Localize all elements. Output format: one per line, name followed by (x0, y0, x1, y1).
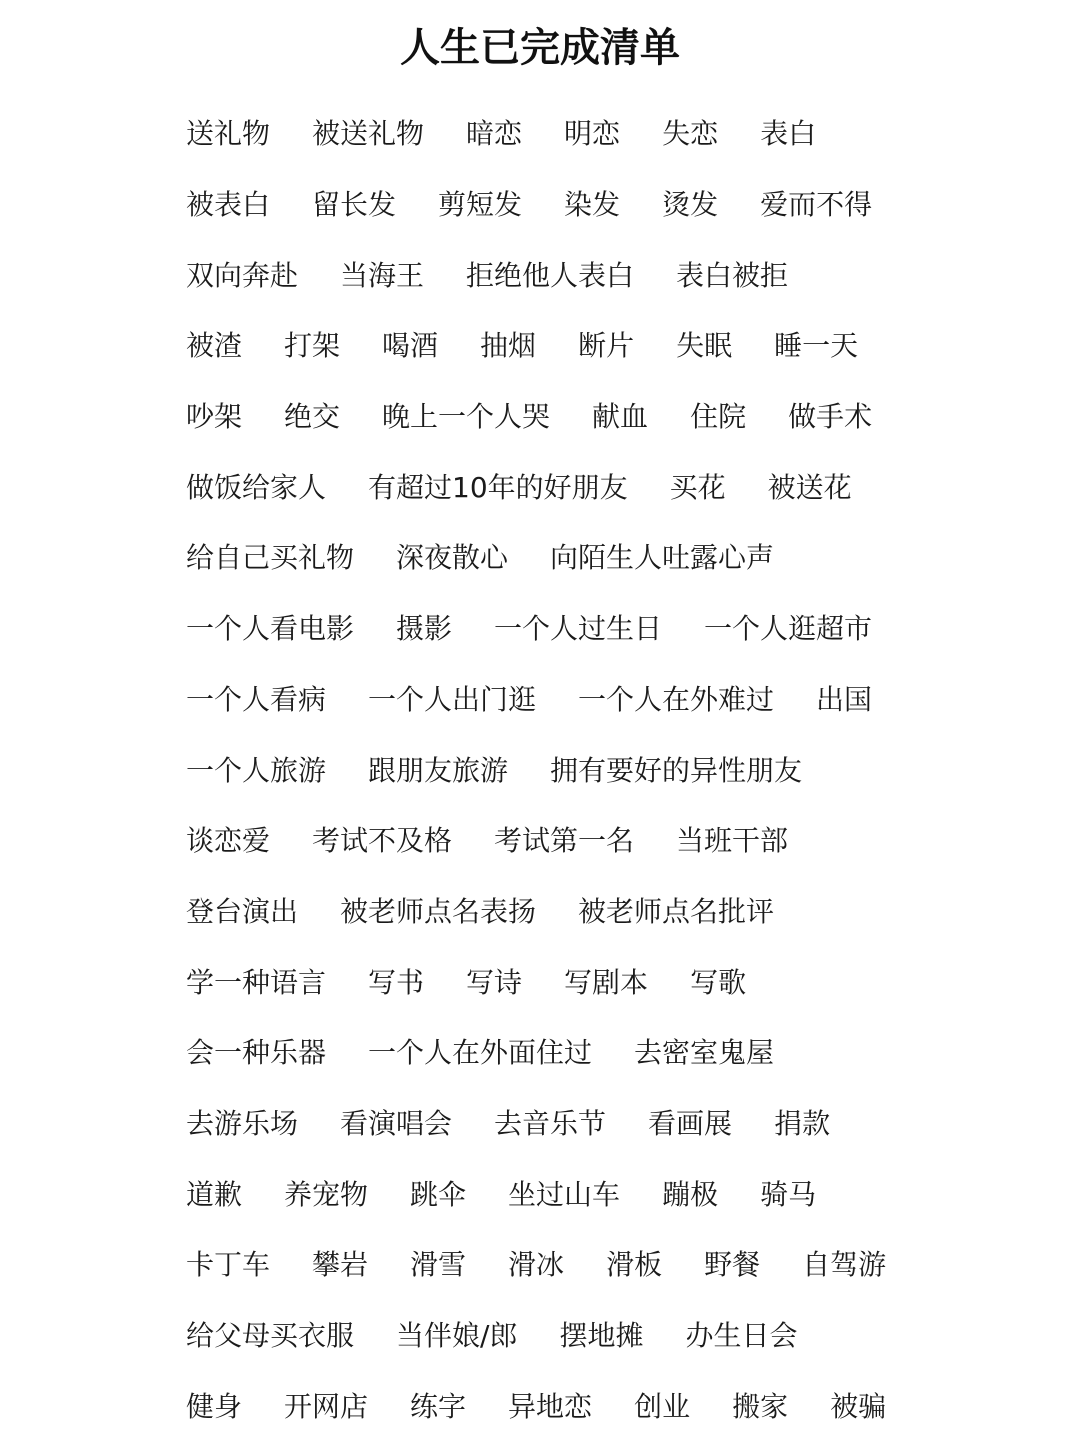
checklist-item: 跟朋友旅游 (368, 753, 509, 787)
checklist-item: 摄影 (396, 612, 453, 646)
page-title: 人生已完成清单 (400, 25, 680, 71)
checklist-row (186, 665, 1066, 736)
checklist-row (186, 594, 1066, 665)
checklist-row (186, 170, 1066, 241)
checklist-item: 搬家 (732, 1389, 789, 1423)
checklist-item: 献血 (592, 400, 649, 434)
checklist-item: 谈恋爱 (186, 824, 271, 858)
checklist-item: 考试不及格 (312, 824, 453, 858)
checklist-item: 写歌 (690, 965, 747, 999)
checklist-item: 留长发 (312, 188, 397, 222)
checklist-item: 道歉 (186, 1177, 243, 1211)
checklist-row (186, 311, 1066, 382)
checklist-item: 捐款 (774, 1106, 831, 1140)
checklist-row (186, 1018, 1066, 1089)
checklist-item: 剪短发 (438, 188, 523, 222)
checklist-row (186, 523, 1066, 594)
checklist-item: 滑冰 (508, 1248, 565, 1282)
checklist-item: 被送礼物 (312, 117, 425, 151)
checklist-item: 蹦极 (662, 1177, 719, 1211)
checklist-item: 表白被拒 (676, 258, 789, 292)
checklist-row (186, 1159, 1066, 1230)
checklist-row (186, 806, 1066, 877)
checklist-item: 学一种语言 (186, 965, 327, 999)
checklist-item: 一个人看电影 (186, 612, 355, 646)
checklist-row (186, 382, 1066, 453)
checklist-item: 当班干部 (676, 824, 789, 858)
checklist-item: 断片 (578, 329, 635, 363)
checklist-item: 抽烟 (480, 329, 537, 363)
checklist-item: 滑雪 (410, 1248, 467, 1282)
checklist-item: 晚上一个人哭 (382, 400, 551, 434)
checklist-item: 一个人看病 (186, 682, 327, 716)
checklist-item: 摆地摊 (559, 1319, 644, 1353)
checklist-item: 一个人旅游 (186, 753, 327, 787)
checklist-item: 被送花 (767, 470, 852, 504)
checklist-item: 给父母买衣服 (186, 1319, 355, 1353)
checklist-item: 绝交 (284, 400, 341, 434)
checklist-row (186, 947, 1066, 1018)
checklist-item: 卡丁车 (186, 1248, 271, 1282)
checklist-item: 去音乐节 (494, 1106, 607, 1140)
checklist-item: 野餐 (704, 1248, 761, 1282)
checklist-item: 做手术 (788, 400, 873, 434)
checklist-item: 住院 (690, 400, 747, 434)
checklist-row (186, 1301, 1066, 1372)
checklist-item: 一个人出门逛 (368, 682, 537, 716)
checklist-item: 双向奔赴 (186, 258, 299, 292)
checklist-item: 当海王 (340, 258, 425, 292)
checklist-item: 染发 (564, 188, 621, 222)
checklist-item: 表白 (760, 117, 817, 151)
checklist-item: 吵架 (186, 400, 243, 434)
checklist-item: 爱而不得 (760, 188, 873, 222)
checklist-row (186, 877, 1066, 948)
checklist-row (186, 240, 1066, 311)
checklist-item: 坐过山车 (508, 1177, 621, 1211)
checklist-item: 拥有要好的异性朋友 (550, 753, 803, 787)
checklist-item: 深夜散心 (396, 541, 509, 575)
checklist-item: 一个人过生日 (494, 612, 663, 646)
checklist-item: 攀岩 (312, 1248, 369, 1282)
checklist-item: 去游乐场 (186, 1106, 299, 1140)
checklist-item: 出国 (816, 682, 873, 716)
checklist-item: 骑马 (760, 1177, 817, 1211)
checklist-item: 健身 (186, 1389, 243, 1423)
checklist-item: 被骗 (830, 1389, 887, 1423)
checklist-item: 被老师点名批评 (578, 894, 775, 928)
checklist-item: 喝酒 (382, 329, 439, 363)
checklist-item: 送礼物 (186, 117, 271, 151)
checklist-row (186, 1371, 1066, 1442)
checklist-item: 开网店 (284, 1389, 369, 1423)
checklist-item: 练字 (410, 1389, 467, 1423)
checklist-item: 看演唱会 (340, 1106, 453, 1140)
checklist-item: 被渣 (186, 329, 243, 363)
checklist-item: 办生日会 (685, 1319, 798, 1353)
checklist-item: 会一种乐器 (186, 1036, 327, 1070)
checklist-item: 去密室鬼屋 (634, 1036, 775, 1070)
checklist-item: 一个人在外难过 (578, 682, 775, 716)
checklist-item: 写书 (368, 965, 425, 999)
checklist-item: 当伴娘/郎 (396, 1319, 518, 1353)
checklist-item: 买花 (669, 470, 726, 504)
checklist-item: 失眠 (676, 329, 733, 363)
checklist-item: 向陌生人吐露心声 (550, 541, 775, 575)
checklist-item: 写诗 (466, 965, 523, 999)
checklist-item: 一个人在外面住过 (368, 1036, 593, 1070)
checklist-item: 失恋 (662, 117, 719, 151)
checklist-item: 明恋 (564, 117, 621, 151)
checklist (186, 99, 1066, 1442)
checklist-item: 打架 (284, 329, 341, 363)
checklist-item: 看画展 (648, 1106, 733, 1140)
checklist-row (186, 452, 1066, 523)
checklist-item: 创业 (634, 1389, 691, 1423)
checklist-item: 写剧本 (564, 965, 649, 999)
checklist-item: 有超过10年的好朋友 (368, 470, 628, 504)
checklist-row (186, 1089, 1066, 1160)
checklist-item: 做饭给家人 (186, 470, 327, 504)
checklist-item: 跳伞 (410, 1177, 467, 1211)
checklist-item: 养宠物 (284, 1177, 369, 1211)
checklist-item: 登台演出 (186, 894, 299, 928)
checklist-item: 烫发 (662, 188, 719, 222)
checklist-row (186, 1230, 1066, 1301)
checklist-item: 暗恋 (466, 117, 523, 151)
checklist-item: 睡一天 (774, 329, 859, 363)
checklist-item: 给自己买礼物 (186, 541, 355, 575)
checklist-item: 拒绝他人表白 (466, 258, 635, 292)
checklist-item: 被表白 (186, 188, 271, 222)
checklist-item: 被老师点名表扬 (340, 894, 537, 928)
checklist-item: 考试第一名 (494, 824, 635, 858)
checklist-item: 自驾游 (802, 1248, 887, 1282)
checklist-row (186, 99, 1066, 170)
checklist-item: 一个人逛超市 (704, 612, 873, 646)
checklist-row (186, 735, 1066, 806)
checklist-item: 滑板 (606, 1248, 663, 1282)
checklist-item: 异地恋 (508, 1389, 593, 1423)
